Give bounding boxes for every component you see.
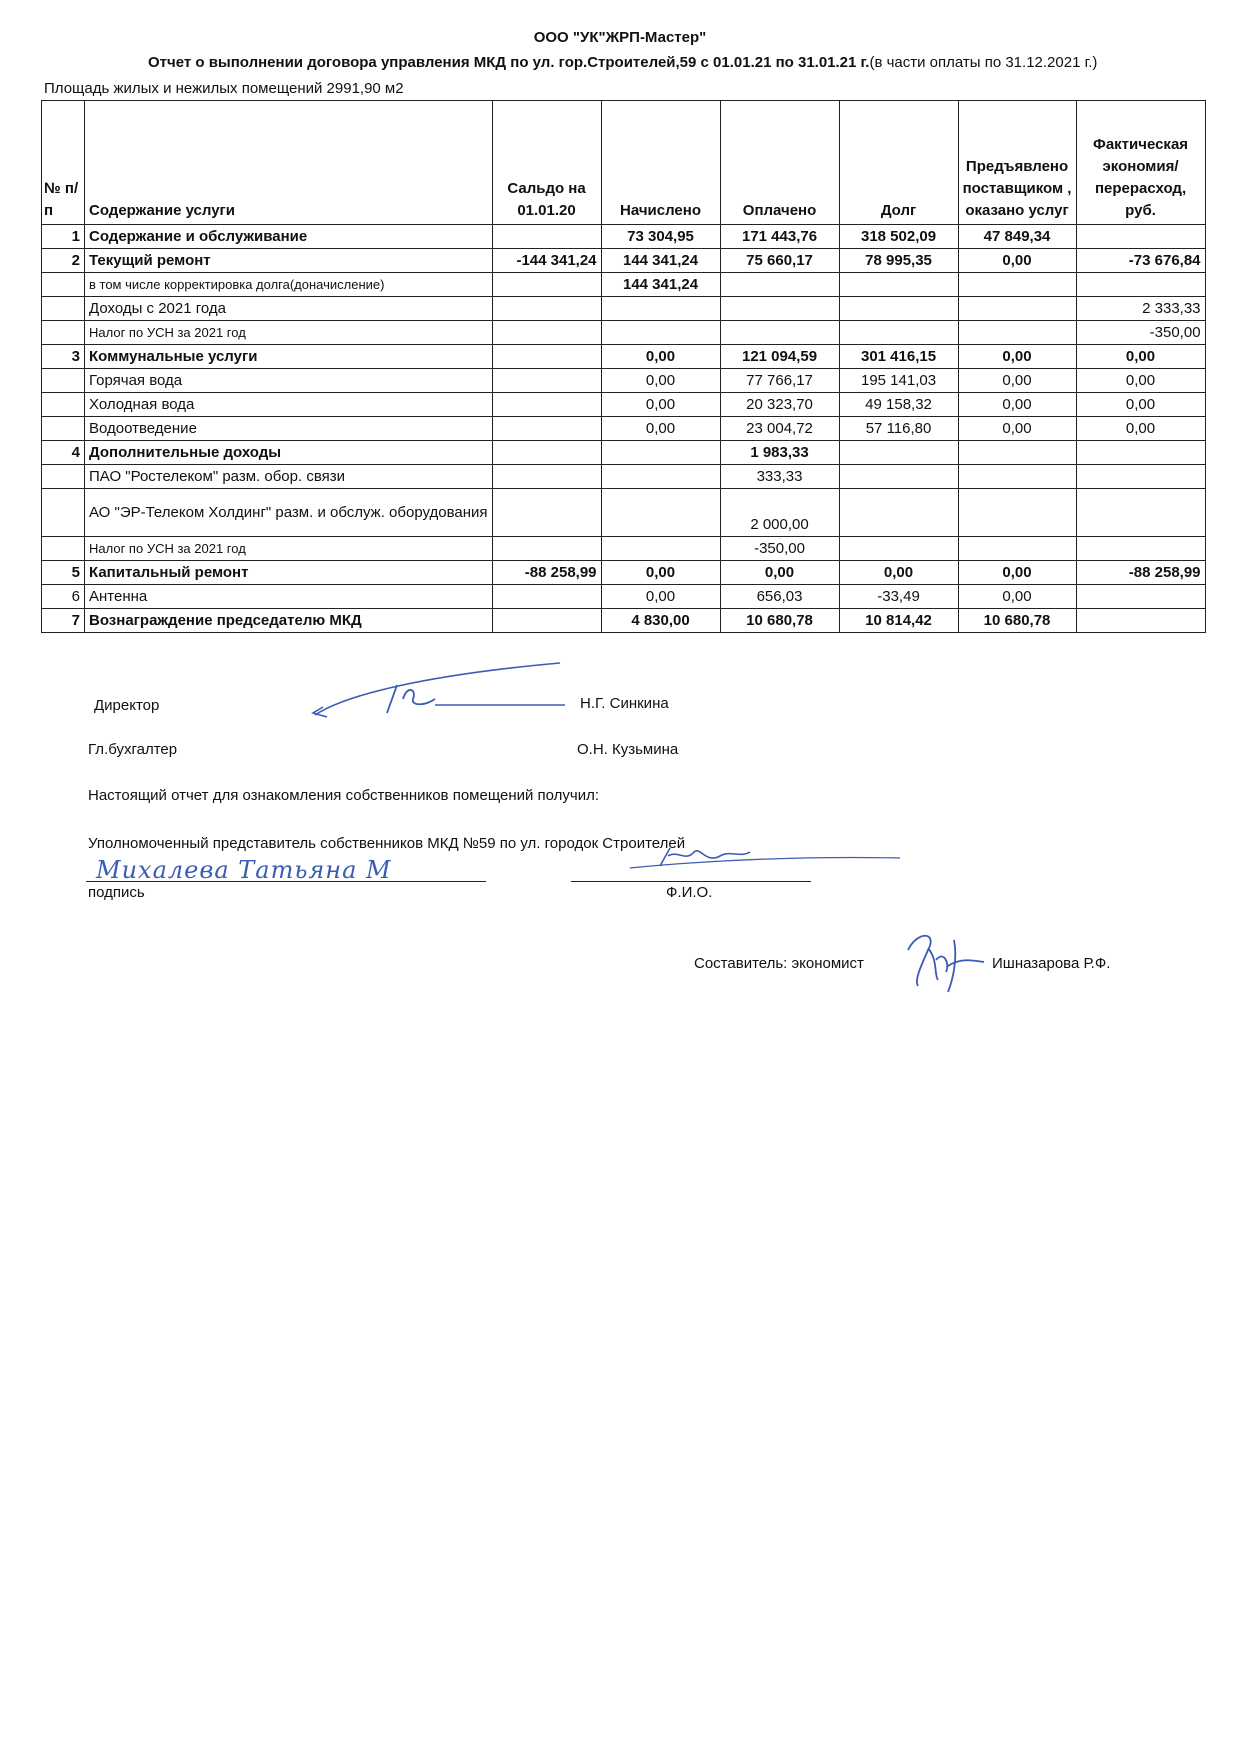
row-debt: 10 814,42 — [839, 609, 958, 633]
table-row — [42, 609, 1206, 633]
row-debt: 0,00 — [839, 561, 958, 585]
row-charged: 4 830,00 — [601, 609, 720, 633]
row-service: Холодная вода — [85, 393, 493, 417]
row-charged: 73 304,95 — [601, 225, 720, 249]
row-charged: 0,00 — [601, 417, 720, 441]
row-presented — [958, 489, 1076, 537]
row-paid — [720, 321, 839, 345]
report-title-main: Отчет о выполнении договора управления МКД по ул. гор.Строителей,59 с 01.01.21 по 31.01.21 г. — [148, 54, 870, 71]
row-charged — [601, 321, 720, 345]
table-row — [42, 465, 1206, 489]
table-row — [42, 393, 1206, 417]
row-economy — [1076, 489, 1205, 537]
header-debt: Долг — [839, 101, 958, 225]
row-paid: 75 660,17 — [720, 249, 839, 273]
row-debt: 195 141,03 — [839, 369, 958, 393]
table-row — [42, 345, 1206, 369]
row-debt — [839, 489, 958, 537]
table-row — [42, 369, 1206, 393]
row-charged: 0,00 — [601, 561, 720, 585]
row-paid: 656,03 — [720, 585, 839, 609]
row-charged: 0,00 — [601, 345, 720, 369]
row-debt: 49 158,32 — [839, 393, 958, 417]
compiler-name: Ишназарова Р.Ф. — [992, 955, 1111, 972]
fio-label: Ф.И.О. — [666, 884, 713, 901]
row-paid: 10 680,78 — [720, 609, 839, 633]
row-presented: 0,00 — [958, 417, 1076, 441]
row-service: Водоотведение — [85, 417, 493, 441]
table-row — [42, 561, 1206, 585]
row-paid: 23 004,72 — [720, 417, 839, 441]
row-charged: 144 341,24 — [601, 249, 720, 273]
header-paid: Оплачено — [720, 101, 839, 225]
row-service: Коммунальные услуги — [85, 345, 493, 369]
row-presented: 0,00 — [958, 393, 1076, 417]
row-balance — [492, 321, 601, 345]
representative-text: Уполномоченный представитель собственников МКД №59 по ул. городок Строителей — [88, 835, 686, 852]
row-economy — [1076, 441, 1205, 465]
row-balance — [492, 225, 601, 249]
row-balance — [492, 441, 601, 465]
row-charged — [601, 489, 720, 537]
row-presented: 10 680,78 — [958, 609, 1076, 633]
row-paid: 2 000,00 — [720, 489, 839, 537]
director-name: Н.Г. Синкина — [580, 695, 669, 712]
compiler-label: Составитель: экономист — [694, 955, 864, 972]
row-service: Дополнительные доходы — [85, 441, 493, 465]
row-presented — [958, 537, 1076, 561]
row-balance: -88 258,99 — [492, 561, 601, 585]
row-economy: -73 676,84 — [1076, 249, 1205, 273]
row-presented: 0,00 — [958, 249, 1076, 273]
row-paid: 171 443,76 — [720, 225, 839, 249]
row-charged: 0,00 — [601, 393, 720, 417]
row-presented — [958, 297, 1076, 321]
row-paid: 121 094,59 — [720, 345, 839, 369]
row-charged — [601, 441, 720, 465]
row-service: Содержание и обслуживание — [85, 225, 493, 249]
row-balance — [492, 345, 601, 369]
row-num — [42, 417, 85, 441]
company-name: ООО "УК"ЖРП-Мастер" — [533, 29, 707, 46]
header-presented: Предъявлено поставщиком , оказано услуг — [958, 101, 1076, 225]
row-num: 3 — [42, 345, 85, 369]
row-economy: 0,00 — [1076, 417, 1205, 441]
row-economy: 0,00 — [1076, 369, 1205, 393]
row-num: 2 — [42, 249, 85, 273]
row-charged — [601, 465, 720, 489]
row-presented — [958, 441, 1076, 465]
row-balance — [492, 585, 601, 609]
row-service: в том числе корректировка долга(доначисление) — [85, 273, 493, 297]
row-num — [42, 321, 85, 345]
table-row — [42, 297, 1206, 321]
table-row — [42, 489, 1206, 537]
row-economy — [1076, 585, 1205, 609]
row-paid: 0,00 — [720, 561, 839, 585]
row-debt — [839, 441, 958, 465]
report-title — [148, 54, 1097, 71]
row-num — [42, 489, 85, 537]
row-balance — [492, 465, 601, 489]
row-paid — [720, 273, 839, 297]
row-service: Доходы с 2021 года — [85, 297, 493, 321]
header-balance: Сальдо на 01.01.20 — [492, 101, 601, 225]
row-debt: -33,49 — [839, 585, 958, 609]
row-charged: 0,00 — [601, 369, 720, 393]
row-economy — [1076, 273, 1205, 297]
row-debt: 57 116,80 — [839, 417, 958, 441]
signature-label: подпись — [88, 884, 145, 901]
row-paid — [720, 297, 839, 321]
table-row — [42, 249, 1206, 273]
table-row — [42, 441, 1206, 465]
row-num: 1 — [42, 225, 85, 249]
row-paid: 20 323,70 — [720, 393, 839, 417]
row-balance — [492, 273, 601, 297]
director-label: Директор — [94, 697, 160, 714]
row-balance — [492, 369, 601, 393]
row-economy: -350,00 — [1076, 321, 1205, 345]
received-text: Настоящий отчет для ознакомления собственников помещений получил: — [88, 787, 600, 804]
row-service: АО "ЭР-Телеком Холдинг" разм. и обслуж. оборудования — [85, 489, 493, 537]
row-service: Капитальный ремонт — [85, 561, 493, 585]
row-num: 4 — [42, 441, 85, 465]
row-paid: -350,00 — [720, 537, 839, 561]
row-economy: 0,00 — [1076, 345, 1205, 369]
row-num — [42, 369, 85, 393]
row-economy — [1076, 225, 1205, 249]
row-service: ПАО "Ростелеком" разм. обор. связи — [85, 465, 493, 489]
row-debt — [839, 465, 958, 489]
accountant-name: О.Н. Кузьмина — [577, 741, 679, 758]
row-charged: 0,00 — [601, 585, 720, 609]
table-row — [42, 417, 1206, 441]
table-row — [42, 537, 1206, 561]
report-title-note: (в части оплаты по 31.12.2021 г.) — [869, 54, 1098, 71]
row-balance — [492, 417, 601, 441]
row-charged: 144 341,24 — [601, 273, 720, 297]
row-num: 7 — [42, 609, 85, 633]
table-row — [42, 585, 1206, 609]
row-service: Текущий ремонт — [85, 249, 493, 273]
row-debt: 78 995,35 — [839, 249, 958, 273]
row-balance — [492, 489, 601, 537]
row-num — [42, 465, 85, 489]
row-economy: 2 333,33 — [1076, 297, 1205, 321]
row-num — [42, 273, 85, 297]
row-debt — [839, 537, 958, 561]
row-presented: 47 849,34 — [958, 225, 1076, 249]
handwritten-name: Михалева Татьяна М — [96, 856, 392, 884]
row-debt — [839, 321, 958, 345]
row-economy: 0,00 — [1076, 393, 1205, 417]
row-num — [42, 537, 85, 561]
row-economy — [1076, 609, 1205, 633]
row-economy — [1076, 465, 1205, 489]
table-row — [42, 225, 1206, 249]
row-presented: 0,00 — [958, 561, 1076, 585]
row-paid: 333,33 — [720, 465, 839, 489]
row-balance — [492, 393, 601, 417]
table-row — [42, 273, 1206, 297]
row-presented: 0,00 — [958, 345, 1076, 369]
row-num: 5 — [42, 561, 85, 585]
row-balance: -144 341,24 — [492, 249, 601, 273]
row-presented: 0,00 — [958, 369, 1076, 393]
fio-line — [571, 881, 811, 882]
director-signature — [305, 655, 565, 725]
row-paid: 77 766,17 — [720, 369, 839, 393]
row-debt: 301 416,15 — [839, 345, 958, 369]
row-paid: 1 983,33 — [720, 441, 839, 465]
row-debt: 318 502,09 — [839, 225, 958, 249]
header-economy: Фактическая экономия/перерасход, руб. — [1076, 101, 1205, 225]
row-balance — [492, 537, 601, 561]
row-balance — [492, 609, 601, 633]
row-presented — [958, 465, 1076, 489]
row-presented — [958, 321, 1076, 345]
row-num — [42, 297, 85, 321]
row-economy — [1076, 537, 1205, 561]
row-num: 6 — [42, 585, 85, 609]
compiler-signature — [888, 920, 988, 995]
row-charged — [601, 297, 720, 321]
row-service: Горячая вода — [85, 369, 493, 393]
row-service: Антенна — [85, 585, 493, 609]
row-debt — [839, 273, 958, 297]
table-header-row — [42, 101, 1206, 225]
row-presented: 0,00 — [958, 585, 1076, 609]
row-presented — [958, 273, 1076, 297]
area-text: Площадь жилых и нежилых помещений 2991,90 м2 — [44, 80, 404, 97]
signature-line — [86, 881, 486, 882]
header-service: Содержание услуги — [85, 101, 493, 225]
accountant-label: Гл.бухгалтер — [88, 741, 178, 758]
row-charged — [601, 537, 720, 561]
row-service: Вознаграждение председателю МКД — [85, 609, 493, 633]
row-num — [42, 393, 85, 417]
report-table — [41, 100, 1206, 633]
row-debt — [839, 297, 958, 321]
header-charged: Начислено — [601, 101, 720, 225]
row-service: Налог по УСН за 2021 год — [85, 537, 493, 561]
header-num: № п/п — [42, 101, 85, 225]
row-balance — [492, 297, 601, 321]
row-service: Налог по УСН за 2021 год — [85, 321, 493, 345]
table-row — [42, 321, 1206, 345]
row-economy: -88 258,99 — [1076, 561, 1205, 585]
representative-signature — [560, 838, 900, 878]
